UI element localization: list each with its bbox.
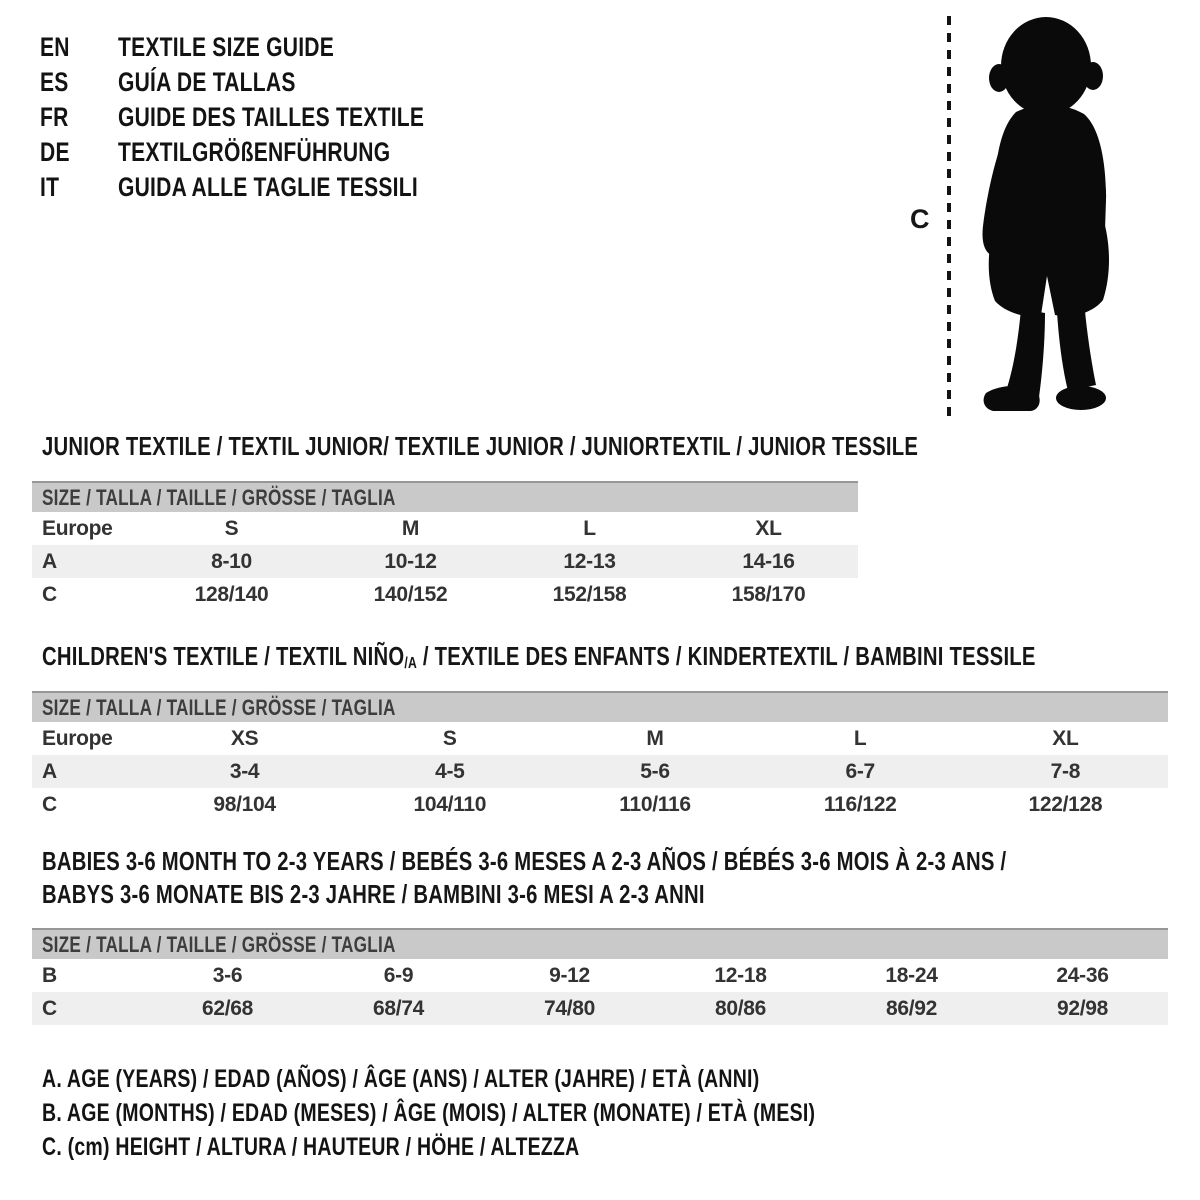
- size-header-label: SIZE / TALLA / TAILLE / GRÖSSE / TAGLIA: [42, 484, 396, 510]
- height-cell: 62/68: [201, 996, 254, 1020]
- age-cell: 4-5: [435, 759, 465, 783]
- children-section-title: [42, 641, 1200, 673]
- language-row-es: [40, 65, 511, 100]
- size-header-label: SIZE / TALLA / TAILLE / GRÖSSE / TAGLIA: [42, 931, 396, 957]
- months-cell: 9-12: [549, 963, 590, 987]
- nino-a-subscript: /A: [404, 654, 417, 672]
- language-title: TEXTILGRÖßENFÜHRUNG: [118, 137, 391, 167]
- measurement-legend: [42, 1062, 1033, 1164]
- row-label: A: [42, 549, 57, 573]
- height-cell: 98/104: [213, 792, 276, 816]
- age-cell: 7-8: [1050, 759, 1081, 783]
- language-title: GUÍA DE TALLAS: [118, 67, 296, 97]
- row-label: C: [42, 996, 57, 1020]
- height-cell: 128/140: [194, 582, 269, 606]
- size-cell: M: [401, 516, 420, 540]
- table-row-height: [32, 992, 1168, 1025]
- table-row-age: [32, 755, 1168, 788]
- height-cell: 140/152: [373, 582, 448, 606]
- language-title: GUIDE DES TAILLES TEXTILE: [118, 102, 425, 132]
- table-row-europe: [32, 512, 858, 545]
- size-cell: M: [646, 726, 664, 750]
- language-title: GUIDA ALLE TAGLIE TESSILI: [118, 172, 418, 202]
- size-cell: XL: [755, 516, 782, 540]
- language-title: TEXTILE SIZE GUIDE: [118, 32, 335, 62]
- junior-section-title: [42, 431, 1165, 462]
- legend-text: A. AGE (YEARS) / EDAD (AÑOS) / ÂGE (ANS) / ALTER (JAHRE) / ETÀ (ANNI): [42, 1064, 760, 1093]
- language-code: ES: [40, 67, 69, 97]
- size-cell: L: [853, 726, 867, 750]
- age-cell: 14-16: [742, 549, 795, 573]
- size-header-label: SIZE / TALLA / TAILLE / GRÖSSE / TAGLIA: [42, 694, 396, 720]
- row-label: B: [42, 963, 57, 987]
- babies-size-header-bar: [32, 928, 1168, 959]
- height-cell: 68/74: [372, 996, 425, 1020]
- language-row-de: [40, 135, 511, 170]
- row-label: Europe: [42, 726, 113, 750]
- height-cell: 86/92: [885, 996, 938, 1020]
- junior-size-table: [32, 481, 858, 611]
- height-cell: 110/116: [619, 792, 691, 816]
- row-label: C: [42, 792, 57, 816]
- legend-line-c: [42, 1130, 1033, 1164]
- row-label: A: [42, 759, 57, 783]
- language-code: EN: [40, 32, 70, 62]
- legend-text: B. AGE (MONTHS) / EDAD (MESES) / ÂGE (MOIS) / ALTER (MONATE) / ETÀ (MESI): [42, 1098, 816, 1127]
- size-cell: L: [583, 516, 596, 540]
- age-cell: 10-12: [384, 549, 437, 573]
- children-title-text: CHILDREN'S TEXTILE / TEXTIL NIÑO/A / TEXTILE DES ENFANTS / KINDERTEXTIL / BAMBINI TESSILE: [42, 641, 1036, 672]
- height-cell: 122/128: [1028, 792, 1103, 816]
- height-measure-line: [946, 16, 952, 416]
- height-cell: 104/110: [413, 792, 487, 816]
- age-cell: 8-10: [211, 549, 252, 573]
- months-cell: 3-6: [212, 963, 243, 987]
- height-cell: 74/80: [543, 996, 596, 1020]
- months-cell: 6-9: [383, 963, 414, 987]
- row-label: Europe: [42, 516, 113, 540]
- table-row-height: [32, 578, 858, 611]
- size-cell: S: [224, 516, 239, 540]
- table-row-age: [32, 545, 858, 578]
- babies-title-line1: BABIES 3-6 MONTH TO 2-3 YEARS / BEBÉS 3-6 MESES A 2-3 AÑOS / BÉBÉS 3-6 MOIS À 2-3 ANS /: [42, 846, 1007, 876]
- children-size-header-bar: [32, 691, 1168, 722]
- height-cell: 158/170: [731, 582, 806, 606]
- months-cell: 12-18: [714, 963, 767, 987]
- babies-title-line2: BABYS 3-6 MONATE BIS 2-3 JAHRE / BAMBINI 3-6 MESI A 2-3 ANNI: [42, 879, 705, 909]
- age-cell: 3-4: [229, 759, 260, 783]
- table-row-height: [32, 788, 1168, 821]
- row-label: C: [42, 582, 57, 606]
- language-row-en: [40, 30, 511, 65]
- months-cell: 24-36: [1056, 963, 1109, 987]
- legend-line-a: [42, 1062, 1033, 1096]
- language-code: IT: [40, 172, 60, 202]
- babies-size-table: [32, 928, 1168, 1025]
- size-cell: S: [442, 726, 457, 750]
- height-measure-label: C: [910, 204, 930, 234]
- children-size-table: [32, 691, 1168, 821]
- language-code: FR: [40, 102, 69, 132]
- language-list: [40, 30, 511, 205]
- legend-text: C. (cm) HEIGHT / ALTURA / HAUTEUR / HÖHE / ALTEZZA: [42, 1132, 580, 1161]
- babies-section-title: [42, 845, 1200, 911]
- height-cell: 80/86: [714, 996, 767, 1020]
- age-cell: 5-6: [640, 759, 670, 783]
- language-row-it: [40, 170, 511, 205]
- toddler-silhouette-icon: [960, 12, 1140, 420]
- height-cell: 116/122: [823, 792, 897, 816]
- language-row-fr: [40, 100, 511, 135]
- months-cell: 18-24: [885, 963, 938, 987]
- age-cell: 6-7: [845, 759, 875, 783]
- table-row-europe: [32, 722, 1168, 755]
- table-row-months: [32, 959, 1168, 992]
- junior-title-text: JUNIOR TEXTILE / TEXTIL JUNIOR/ TEXTILE JUNIOR / JUNIORTEXTIL / JUNIOR TESSILE: [42, 431, 919, 461]
- legend-line-b: [42, 1096, 1033, 1130]
- age-cell: 12-13: [563, 549, 616, 573]
- height-cell: 152/158: [552, 582, 627, 606]
- language-code: DE: [40, 137, 70, 167]
- height-cell: 92/98: [1056, 996, 1109, 1020]
- junior-size-header-bar: [32, 481, 858, 512]
- size-cell: XL: [1052, 726, 1079, 750]
- size-cell: XS: [230, 726, 259, 750]
